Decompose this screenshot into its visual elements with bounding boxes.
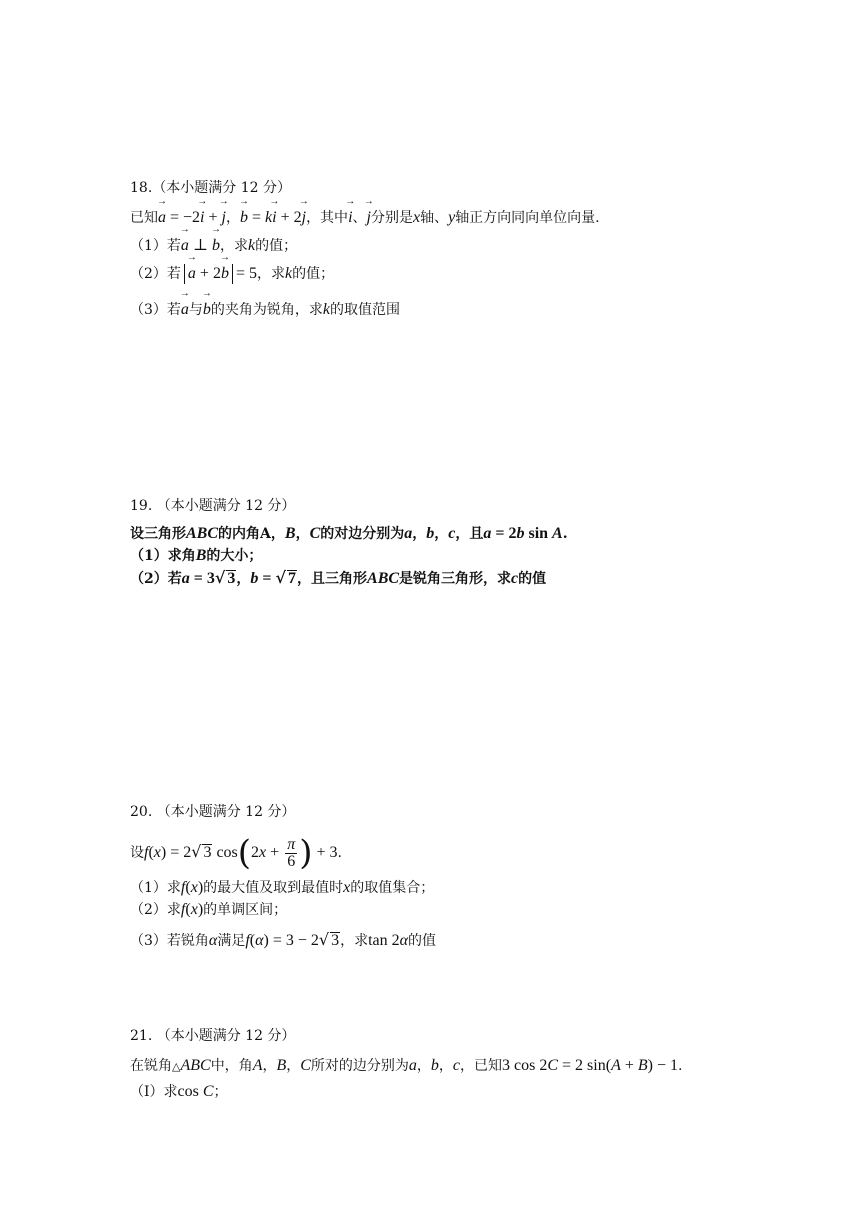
q21-header: 21. （本小题满分 12 分） <box>130 1028 296 1044</box>
q19-header: 19. （本小题满分 12 分） <box>130 498 296 514</box>
q18-part3: （3）若→ a与→ b的夹角为锐角，求k的取值范围 <box>130 300 400 320</box>
q21-part1: （I）求cos C； <box>130 1083 228 1100</box>
q19-statement: 设三角形ABC的内角A，B，C的对边分别为a，b，c，且a = 2b sin A. <box>130 525 568 542</box>
q18-header: 18.（本小题满分 12 分） <box>130 180 291 196</box>
q18-part1: （1）若→ a ⊥ → b，求k的值； <box>130 236 297 256</box>
q21-statement: 在锐角△ABC中，角A，B，C所对的边分别为a，b，c，已知3 cos 2C = 2 sin(A + B) − 1. <box>130 1057 683 1074</box>
q19-part2: （2）若a = 3√ 3，b = √ 7，且三角形ABC是锐角三角形，求c的值 <box>130 568 547 587</box>
q20-header: 20. （本小题满分 12 分） <box>130 804 296 820</box>
q18-statement: 已知→ a = −2→ i + → j，→ b = k→ i + 2→ j，其中→ i、→ j分别是x轴、y轴正方向同向单位向量. <box>130 208 600 228</box>
q20-part1: （1）求f(x)的最大值及取到最值时x的取值集合； <box>130 879 435 896</box>
q20-part3: （3）若锐角α满足f(α) = 3 − 2√ 3，求tan 2α的值 <box>130 930 437 949</box>
q20-statement: 设f(x) = 2√ 3 cos(2x + $\frac{\pi}{6}$ ) + 3. <box>130 833 342 873</box>
q20-part2: （2）求f(x)的单调区间； <box>130 901 288 918</box>
q19-part1: （1）求角B的大小； <box>130 547 263 564</box>
q18-part2: （2）若→ a + 2→ b = 5，求k的值； <box>130 264 334 284</box>
